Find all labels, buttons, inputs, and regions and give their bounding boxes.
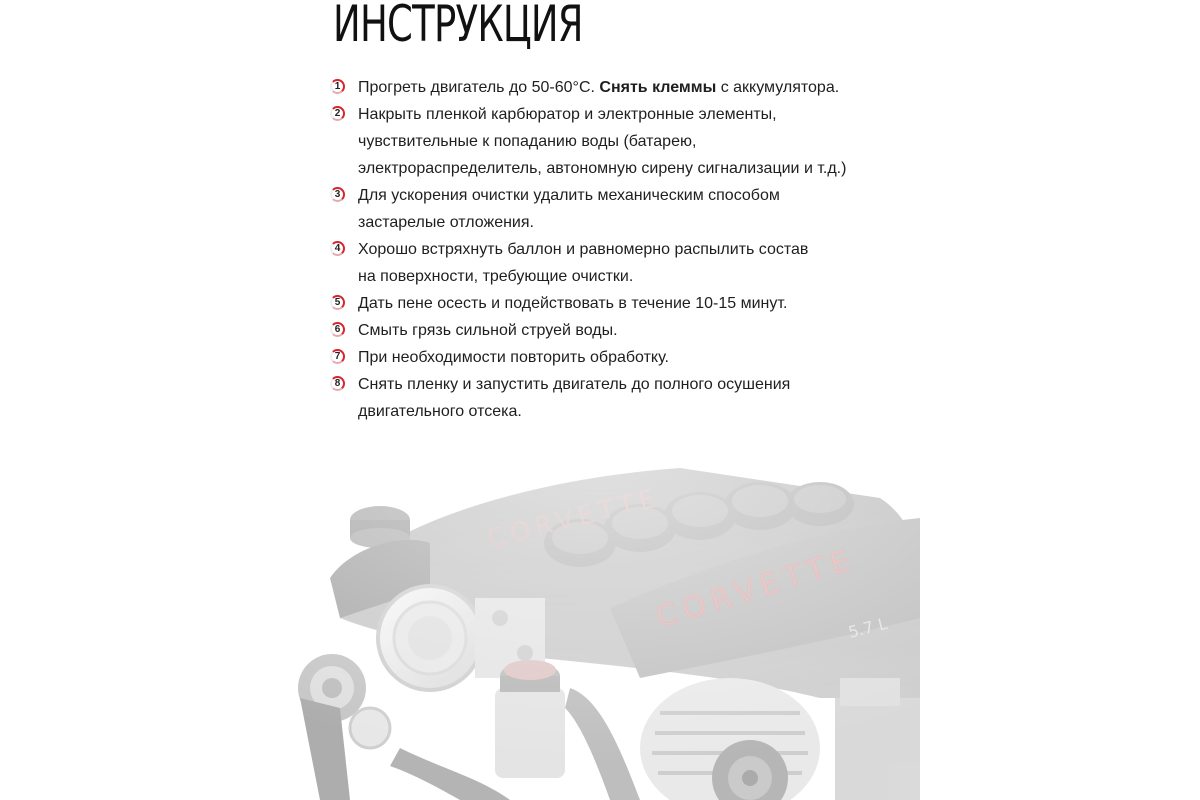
instruction-step-5: [330, 290, 910, 317]
step-emphasis: Снять клеммы: [599, 79, 717, 96]
step-text-line: Смыть грязь сильной струей воды.: [358, 322, 618, 339]
step-number-badge: 2: [330, 106, 345, 121]
engine-image: [280, 448, 920, 800]
step-text-line: чувствительные к попаданию воды (батарею,: [358, 133, 697, 150]
step-text: Прогреть двигатель до 50-60°C. Снять клеммы с аккумулятора.: [358, 79, 840, 96]
step-number-badge: 8: [330, 376, 345, 391]
instruction-step-4: [330, 236, 910, 290]
instruction-step-3: [330, 182, 910, 236]
step-number-badge: 5: [330, 295, 345, 310]
step-text-line: Накрыть пленкой карбюратор и электронные элементы,: [358, 106, 777, 123]
step-text-line: двигательного отсека.: [358, 403, 522, 420]
step-text-line: Снять пленку и запустить двигатель до полного осушения: [358, 376, 791, 393]
engine-illustration: [280, 448, 920, 800]
instruction-step-7: [330, 344, 910, 371]
instruction-step-1: [330, 74, 910, 101]
step-number-badge: 4: [330, 241, 345, 256]
step-number-badge: 7: [330, 349, 345, 364]
instruction-list: [330, 74, 910, 425]
step-number-badge: 1: [330, 79, 345, 94]
step-text-line: на поверхности, требующие очистки.: [358, 268, 634, 285]
step-text-line: При необходимости повторить обработку.: [358, 349, 669, 366]
step-text-line: электрораспределитель, автономную сирену сигнализации и т.д.): [358, 160, 847, 177]
instruction-step-8: [330, 371, 910, 425]
step-text-line: застарелые отложения.: [358, 214, 534, 231]
step-text-line: Для ускорения очистки удалить механическим способом: [358, 187, 780, 204]
page-title: ИНСТРУКЦИЯ: [333, 0, 583, 53]
step-text-line: Дать пене осесть и подействовать в течение 10-15 минут.: [358, 295, 788, 312]
instruction-step-6: [330, 317, 910, 344]
step-number-badge: 6: [330, 322, 345, 337]
step-text-line: Хорошо встряхнуть баллон и равномерно распылить состав: [358, 241, 809, 258]
step-number-badge: 3: [330, 187, 345, 202]
instruction-step-2: [330, 101, 910, 182]
